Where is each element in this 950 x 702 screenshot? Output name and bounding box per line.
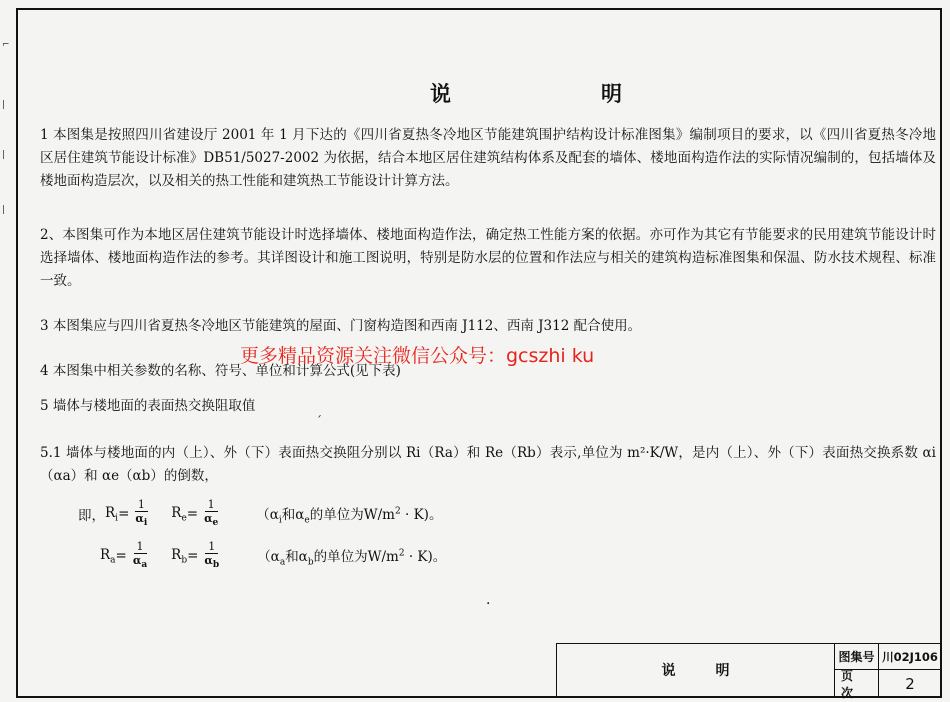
paragraph-2: 2、本图集可作为本地区居住建筑节能设计时选择墙体、楼地面构造作法，确定热工性能方案的依据。亦可作为其它有节能要求的民用建筑节能设计时选择墙体、楼地面构造作法的参考。其详图设计和施工图说明，特别是防水层的位置和作法应与相关的建筑构造标准图集和保温、防水技术规程、标准一致。 [40, 227, 936, 289]
formula-lead: 即， [78, 508, 105, 525]
title-block-name: 说明 [557, 644, 835, 696]
page-number-label: 页次 [835, 670, 879, 697]
formula-row-1: 即， $R_i$ = $\frac{1}{\alpha_i}$ $R_e$ = $\frac{1}{\alpha_e}$ （$\alpha_i$和$\alpha_e$的单位为$W/m^2 \cdot K$)。 [78, 498, 443, 529]
symbol-rb: $R_b$ [171, 546, 188, 566]
symbol-ra: $R_a$ [100, 546, 116, 566]
binding-margin-strip: ⌐ | | | [2, 40, 10, 215]
paragraph-1: 1 本图集是按照四川省建设厅 2001 年 1 月下达的《四川省夏热冬冷地区节能建筑围护结构设计标准图集》编制项目的要求，以《四川省夏热冬冷地区居住建筑节能设计标准》DB51/5027-2002 为依据，结合本地区居住建筑结构体系及配套的墙体、楼地面构造作法的实际情况编制的，包括墙体及楼地面构造层次，以及相关的热工性能和建筑热工节能设计计算方法。 [40, 127, 936, 189]
fraction-ra: $\frac{1}{\alpha_a}$ [132, 540, 148, 571]
formula-row-2: $R_a$ = $\frac{1}{\alpha_a}$ $R_b$ = $\frac{1}{\alpha_b}$ （$\alpha_a$和$\alpha_b$的单位为$W/m^2 \cdot K$)。 [100, 540, 447, 571]
stray-mark: ˊ [316, 414, 322, 428]
paragraph-4: 4 本图集中相关参数的名称、符号、单位和计算公式(见下表) [40, 363, 401, 379]
page-number-value: 2 [905, 674, 915, 693]
stray-dot: · [486, 596, 491, 612]
unit-note-1: （$\alpha_i$和$\alpha_e$的单位为$W/m^2 \cdot K$)。 [256, 506, 443, 526]
watermark-text: 更多精品资源关注微信公众号：gcszhi ku [240, 345, 595, 367]
title-block [556, 643, 940, 700]
atlas-number-value: 川02J106 [879, 644, 941, 670]
fraction-rb: $\frac{1}{\alpha_b}$ [204, 540, 220, 571]
page-title: 说 明 [430, 82, 658, 106]
paragraph-5: 5 墙体与楼地面的表面热交换阻取值 [40, 398, 256, 414]
atlas-number-label: 图集号 [835, 644, 879, 670]
paragraph-3: 3 本图集应与四川省夏热冬冷地区节能建筑的屋面、门窗构造图和西南 J112、西南 J312 配合使用。 [40, 318, 642, 334]
fraction-re: $\frac{1}{\alpha_e}$ [204, 498, 219, 529]
paragraph-5-1: 5.1 墙体与楼地面的内（上）、外（下）表面热交换阻分别以 Ri（Ra）和 Re（Rb）表示,单位为 m²·K/W，是内（上）、外（下）表面热交换系数 αi（αa）和 αe（αb）的倒数， [40, 445, 936, 484]
unit-note-2: （$\alpha_a$和$\alpha_b$的单位为$W/m^2 \cdot K$)。 [257, 548, 447, 568]
symbol-re: $R_e$ [171, 504, 187, 524]
symbol-ri: $R_i$ [105, 504, 119, 524]
fraction-ri: $\frac{1}{\alpha_i}$ [135, 498, 148, 529]
